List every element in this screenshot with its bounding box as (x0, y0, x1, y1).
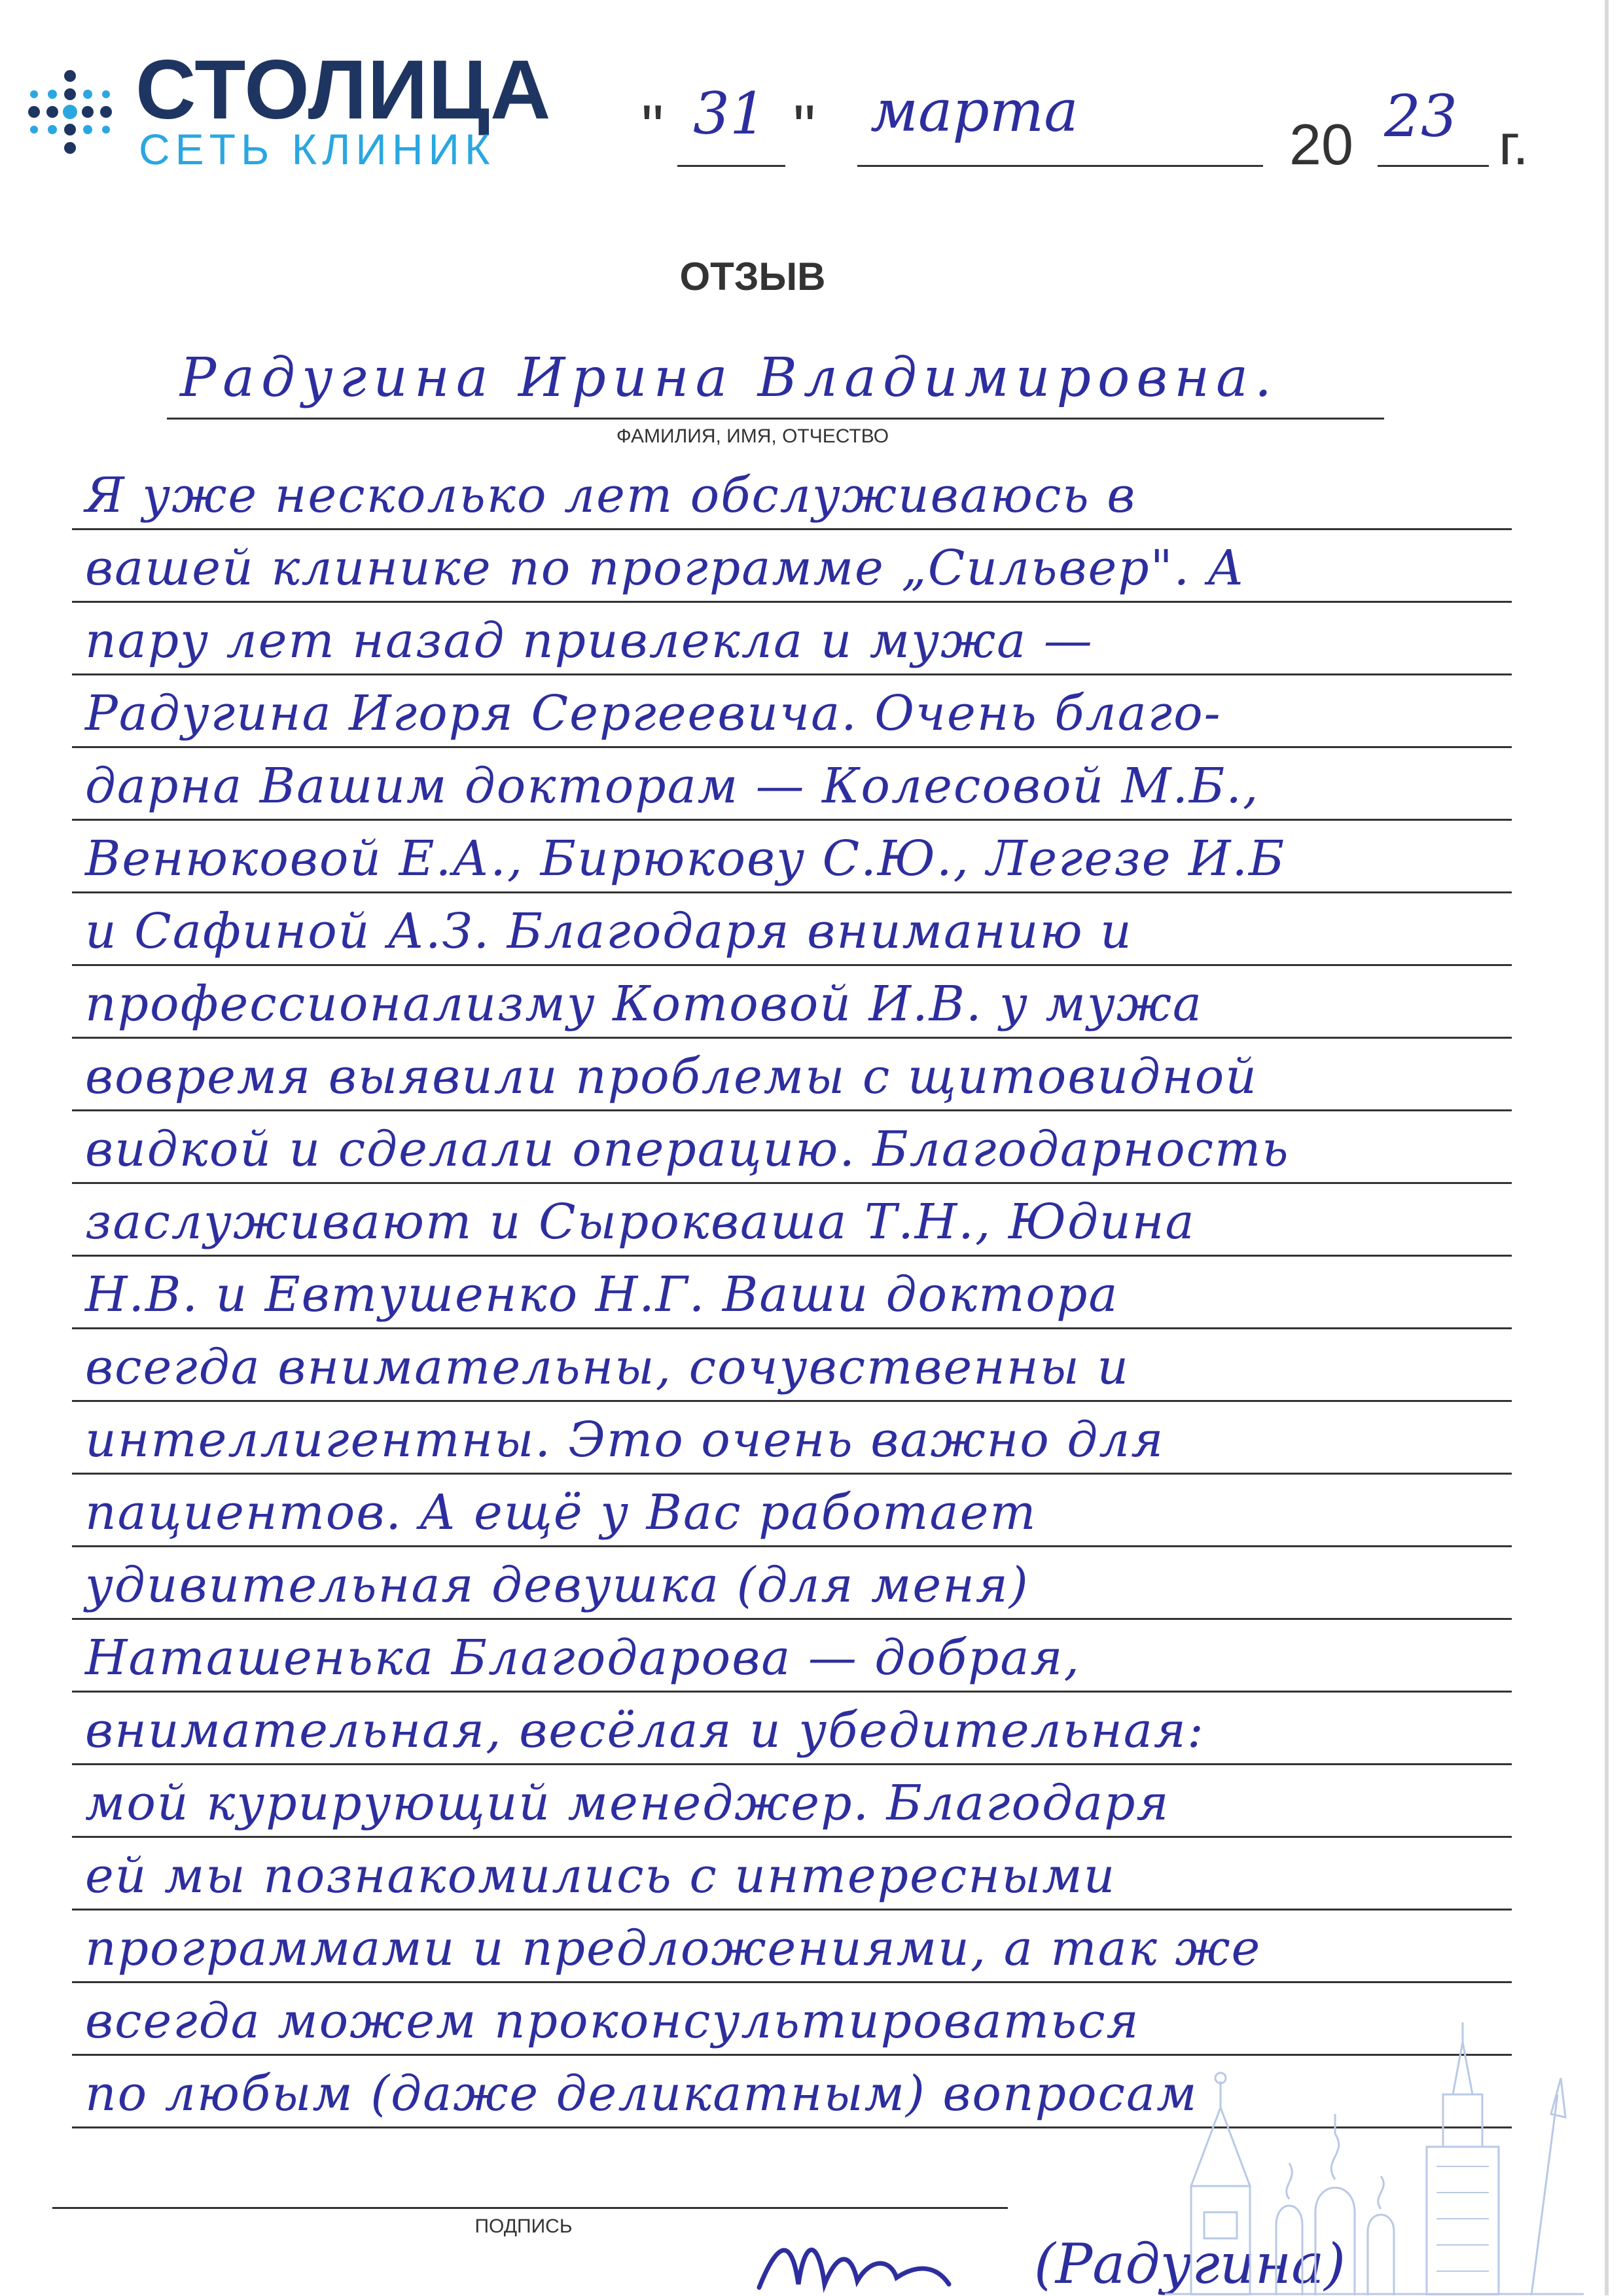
review-line (72, 1766, 1512, 1838)
review-line-text: Я уже несколько лет обслуживаюсь в (85, 467, 1137, 524)
page-edge (1605, 0, 1609, 2295)
review-line-text: Венюковой Е.А., Бирюкову С.Ю., Легезе И.Б (85, 831, 1286, 887)
review-line (72, 603, 1512, 675)
review-line-text: заслуживают и Сырокваша Т.Н., Юдина (85, 1194, 1196, 1250)
signature-name: (Радугина) (1034, 2232, 1346, 2296)
name-field (167, 340, 1384, 419)
date-line (641, 77, 1558, 183)
review-line-text: дарна Вашим докторам — Колесовой М.Б., (85, 758, 1260, 814)
review-line-text: вовремя выявили проблемы с щитовидной (85, 1049, 1258, 1105)
review-line (72, 1330, 1512, 1402)
review-line (72, 1403, 1512, 1475)
review-line (72, 1693, 1512, 1765)
moscow-skyline-icon (1165, 2016, 1584, 2295)
name-rule (167, 418, 1384, 420)
date-close-quote: " (793, 92, 816, 162)
name-value: Радугина Ирина Владимировна. (180, 347, 1279, 409)
review-line-text: пациентов. А ещё у Вас работает (85, 1484, 1037, 1541)
review-line (72, 1185, 1512, 1257)
review-line (72, 1839, 1512, 1910)
review-line-text: вашей клинике по программе „Сильвер". А (85, 540, 1245, 596)
logo-title: СТОЛИЦА (135, 43, 552, 137)
month-underline (857, 165, 1263, 167)
review-line-text: удивительная девушка (для меня) (85, 1557, 1029, 1613)
review-line (72, 1911, 1512, 1983)
name-caption: ФАМИЛИЯ, ИМЯ, ОТЧЕСТВО (616, 425, 889, 447)
review-line-text: Наташенька Благодарова — добрая, (85, 1630, 1081, 1686)
review-line (72, 1475, 1512, 1547)
review-line (72, 967, 1512, 1039)
review-line-text: интеллигентны. Это очень важно для (85, 1412, 1165, 1468)
date-month: марта (870, 77, 1079, 145)
review-line-text: всегда можем проконсультироваться (85, 1993, 1140, 2049)
review-line-text: видкой и сделали операцию. Благодарность (85, 1121, 1290, 1177)
cross-dots-icon (14, 56, 126, 168)
review-line-text: ей мы познакомились с интересными (85, 1848, 1116, 1904)
review-line (72, 458, 1512, 530)
review-line-text: по любым (даже деликатным) вопросам (85, 2066, 1198, 2122)
review-line (72, 676, 1512, 748)
date-day: 31 (693, 80, 766, 147)
signature-caption: ПОДПИСЬ (474, 2215, 573, 2237)
review-line (72, 1112, 1512, 1184)
review-line (72, 531, 1512, 603)
day-underline (677, 165, 785, 167)
review-line-text: Н.В. и Евтушенко Н.Г. Ваши доктора (85, 1266, 1119, 1323)
review-line-text: внимательная, весёлая и убедительная: (85, 1702, 1205, 1759)
review-line (72, 821, 1512, 893)
review-line-text: Радугина Игоря Сергеевича. Очень благо- (85, 685, 1222, 742)
review-line-text: профессионализму Котовой И.В. у мужа (85, 976, 1203, 1032)
review-line-text: и Сафиной А.З. Благодаря вниманию и (85, 903, 1133, 960)
date-year-unit: г. (1499, 112, 1529, 177)
signature-scribble-icon (753, 2225, 1027, 2295)
review-body (72, 458, 1512, 2160)
review-line-text: программами и предложениями, а так же (85, 1920, 1262, 1977)
review-line-text: всегда внимательны, сочувственны и (85, 1339, 1130, 1395)
review-line (72, 894, 1512, 966)
review-line (72, 1257, 1512, 1329)
review-line (72, 1621, 1512, 1693)
date-year-suffix: 23 (1384, 82, 1457, 150)
date-year-prefix: 20 (1289, 112, 1353, 177)
year-underline (1378, 165, 1489, 167)
review-line-text: мой курирующий менеджер. Благодаря (85, 1775, 1170, 1831)
clinic-logo (14, 43, 552, 175)
logo-subtitle: СЕТЬ КЛИНИК (139, 125, 495, 173)
review-line (72, 749, 1512, 821)
review-line (72, 1039, 1512, 1111)
review-line (72, 1548, 1512, 1620)
review-line-text: пару лет назад привлекла и мужа — (85, 613, 1094, 669)
signature-rule (52, 2207, 1008, 2209)
date-open-quote: " (641, 92, 664, 162)
form-heading: ОТЗЫВ (679, 255, 826, 298)
